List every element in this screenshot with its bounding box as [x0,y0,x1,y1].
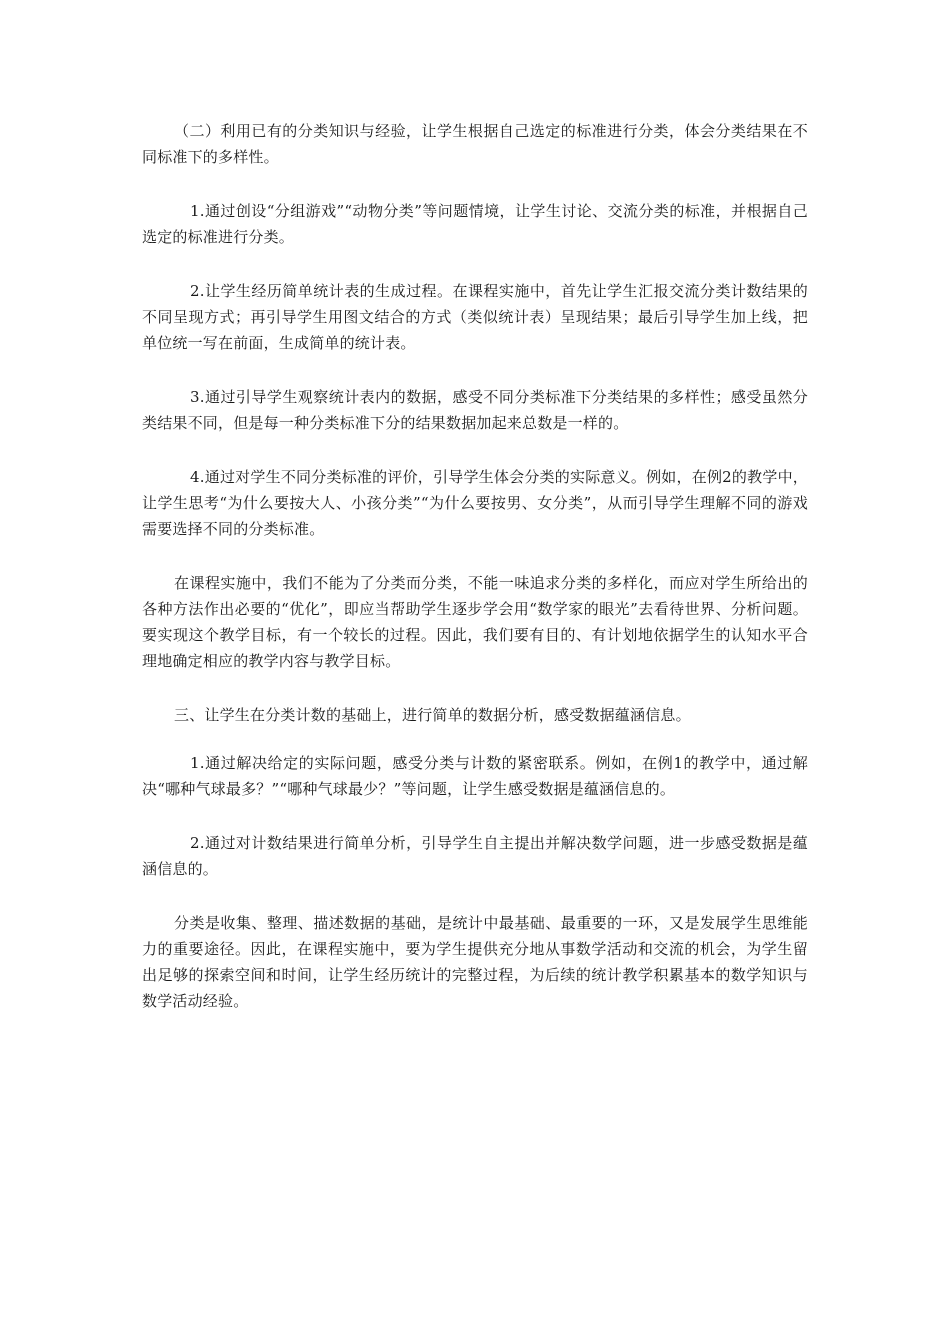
paragraph-section-2-heading: （二）利用已有的分类知识与经验，让学生根据自己选定的标准进行分类，体会分类结果在不同标准下的多样性。 [142,122,808,166]
document-page [142,118,808,1042]
paragraph-item-3: 3.通过引导学生观察统计表内的数据，感受不同分类标准下分类结果的多样性；感受虽然分类结果不同，但是每一种分类标准下分的结果数据加起来总数是一样的。 [142,388,808,432]
paragraph-implementation-note: 在课程实施中，我们不能为了分类而分类，不能一味追求分类的多样化，而应对学生所给出的各种方法作出必要的“优化”，即应当帮助学生逐步学会用“数学家的眼光”去看待世界、分析问题。要实现这个教学目标，有一个较长的过程。因此，我们要有目的、有计划地依据学生的认知水平合理地确定相应的教学内容与教学目标。 [142,574,808,670]
paragraph-section-3-item-2: 2.通过对计数结果进行简单分析，引导学生自主提出并解决数学问题，进一步感受数据是蕴涵信息的。 [142,834,808,878]
paragraph-conclusion: 分类是收集、整理、描述数据的基础，是统计中最基础、最重要的一环，又是发展学生思维能力的重要途径。因此，在课程实施中，要为学生提供充分地从事数学活动和交流的机会，为学生留出足够的探索空间和时间，让学生经历统计的完整过程，为后续的统计教学积累基本的数学知识与数学活动经验。 [142,914,808,1010]
paragraph-item-1: 1.通过创设“分组游戏”“动物分类”等问题情境，让学生讨论、交流分类的标准，并根据自己选定的标准进行分类。 [142,202,808,246]
paragraph-section-3-item-1: 1.通过解决给定的实际问题，感受分类与计数的紧密联系。例如，在例1的教学中，通过解决“哪种气球最多？”“哪种气球最少？”等问题，让学生感受数据是蕴涵信息的。 [142,754,808,798]
paragraph-item-4: 4.通过对学生不同分类标准的评价，引导学生体会分类的实际意义。例如，在例2的教学中，让学生思考“为什么要按大人、小孩分类”“为什么要按男、女分类”，从而引导学生理解不同的游戏需要选择不同的分类标准。 [142,468,808,538]
paragraph-section-3-heading: 三、让学生在分类计数的基础上，进行简单的数据分析，感受数据蕴涵信息。 [174,706,691,724]
paragraph-item-2: 2.让学生经历简单统计表的生成过程。在课程实施中，首先让学生汇报交流分类计数结果的不同呈现方式；再引导学生用图文结合的方式（类似统计表）呈现结果；最后引导学生加上线，把单位统一写在前面，生成简单的统计表。 [142,282,808,352]
